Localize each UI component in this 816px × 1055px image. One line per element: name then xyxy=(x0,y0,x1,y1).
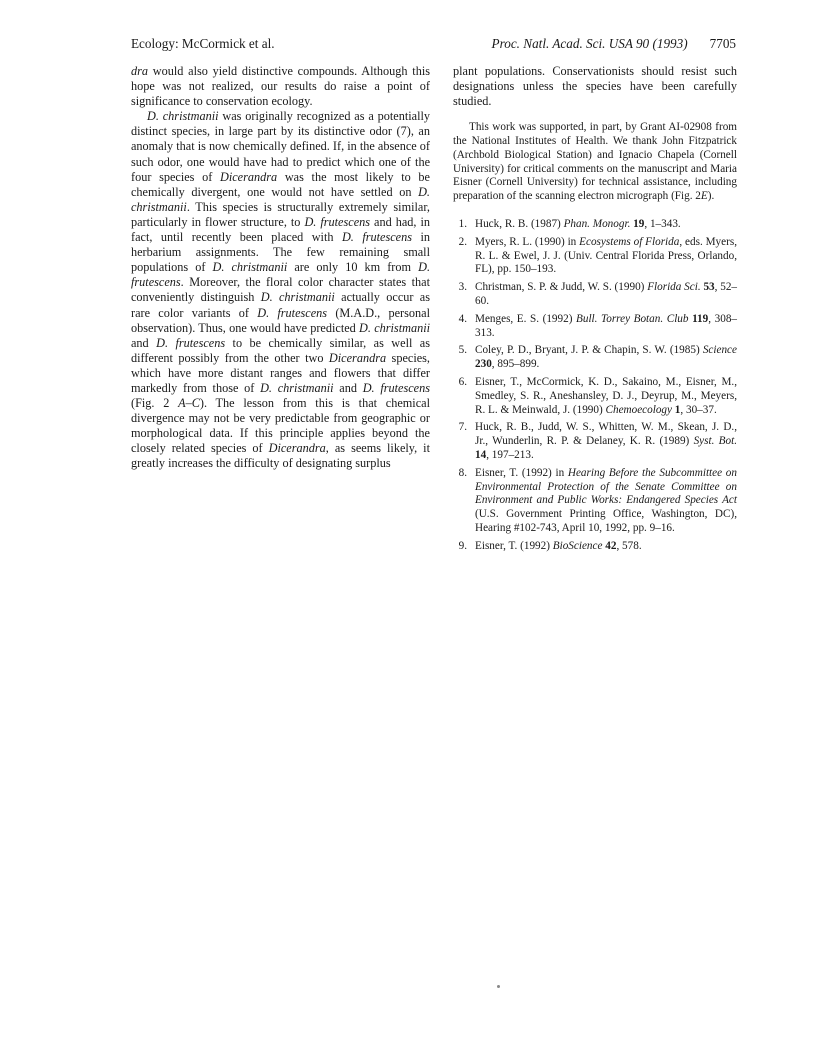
reference-pages: (U.S. Government Printing Office, Washington, DC), Hearing #102-743, April 10, 1992, pp. 9–16. xyxy=(475,508,737,534)
reference-number: 6. xyxy=(458,376,467,389)
reference-pages: , eds. Myers, R. L. & Ewel, J. J. (Univ. Central Florida Press, Orlando, FL), pp. 150–193. xyxy=(475,235,737,276)
page-number: 7705 xyxy=(709,36,736,51)
text-run: and had, in fact, until recently been placed with xyxy=(131,214,431,245)
reference-journal: Bull. Torrey Botan. Club xyxy=(576,312,689,325)
reference-journal: Florida Sci. xyxy=(647,281,701,294)
reference-pages: , 197–213. xyxy=(486,449,534,462)
italic-species: D. frutescens xyxy=(156,335,226,350)
acknowledgment xyxy=(453,121,737,204)
reference-pages: , 578. xyxy=(616,539,642,552)
reference-authors: Eisner, T. (1992) in xyxy=(475,466,568,479)
reference-number: 5. xyxy=(458,344,467,357)
journal-citation: Proc. Natl. Acad. Sci. USA 90 (1993) xyxy=(491,36,688,51)
reference-authors: Coley, P. D., Bryant, J. P. & Chapin, S. W. (1985) xyxy=(475,344,703,357)
paragraph-conclusion: plant populations. Conservationists should resist such designations unless the species have been carefully studied. xyxy=(453,64,737,109)
italic-species: D. christmanii xyxy=(147,109,219,124)
text-run: (Fig. 2 xyxy=(131,396,179,411)
reference-item xyxy=(453,344,737,372)
reference-number: 8. xyxy=(458,466,467,479)
reference-pages: , 1–343. xyxy=(644,218,681,231)
scan-speck xyxy=(497,985,500,988)
text-run: and xyxy=(333,380,363,395)
reference-number: 2. xyxy=(458,235,467,248)
text-run: actually occur as rare color variants of xyxy=(131,290,431,320)
reference-item xyxy=(453,467,737,536)
right-column xyxy=(453,64,737,558)
reference-pages: , 30–37. xyxy=(680,403,717,416)
reference-item xyxy=(453,236,737,277)
italic-species: D. christmanii xyxy=(212,260,288,275)
text-run: ). xyxy=(707,190,715,203)
reference-number: 3. xyxy=(458,281,467,294)
text-run: are only 10 km from xyxy=(287,260,419,275)
reference-journal: Science xyxy=(702,344,737,357)
running-head-section: Ecology: McCormick et al. xyxy=(131,36,275,51)
reference-authors: Christman, S. P. & Judd, W. S. (1990) xyxy=(475,281,648,294)
reference-item xyxy=(453,540,737,554)
reference-volume: 14 xyxy=(475,449,487,462)
reference-journal: BioScience xyxy=(552,539,603,552)
reference-pages: , 308–313. xyxy=(475,312,738,339)
text-run: was originally recognized as a potentially distinct species, in large part by its distinctive odor (7), an anomaly that is now chemically defined. If, in the absence of such odor, one would have had to predict which one of the four species of xyxy=(131,109,431,184)
italic-species: Dicerandra xyxy=(328,350,387,365)
reference-number: 4. xyxy=(458,312,467,325)
reference-item xyxy=(453,281,737,309)
reference-authors: Menges, E. S. (1992) xyxy=(475,312,577,325)
reference-authors: Eisner, T. (1992) xyxy=(475,539,553,552)
reference-item xyxy=(453,313,737,341)
reference-journal: Syst. Bot. xyxy=(693,435,737,448)
text-run: species, which have more distant ranges and flowers that differ markedly from those of xyxy=(131,350,430,395)
paragraph-christmanii xyxy=(131,109,430,471)
italic-species: Dicerandra xyxy=(268,441,326,456)
italic-species: dra xyxy=(131,64,149,78)
reference-pages: , 895–899. xyxy=(491,358,540,371)
reference-number: 7. xyxy=(458,421,467,434)
reference-volume: 53 xyxy=(700,281,715,294)
italic-species: D. frutescens xyxy=(131,260,431,290)
italic-species: D. frutescens xyxy=(304,214,371,229)
reference-number: 9. xyxy=(458,539,467,552)
reference-journal: Phan. Monogr. xyxy=(563,218,631,231)
paragraph-continuation xyxy=(131,64,430,109)
italic-species: D. frutescens xyxy=(341,230,412,245)
text-run: to be chemically similar, as well as different possibly from the other two xyxy=(131,335,430,365)
reference-item xyxy=(453,218,737,232)
text-run: . This species is structurally extremely similar, particularly in flower structure, to xyxy=(131,199,430,229)
text-run: (M.A.D., personal observation). Thus, one would have predicted xyxy=(131,305,430,335)
text-run: and xyxy=(131,335,157,350)
reference-item xyxy=(453,376,737,417)
text-run: , as seems likely, it greatly increases the difficulty of designating surplus xyxy=(131,441,430,471)
reference-authors: Eisner, T., McCormick, K. D., Sakaino, M., Eisner, M., Smedley, S. R., Aneshansley, D. J., Deyrup, M., Meyers, R. L. & Meinwald, J. (1990) xyxy=(475,376,737,416)
running-header xyxy=(131,36,736,54)
text-run: This work was supported, in part, by Grant AI-02908 from the National Institutes of Health. We thank John Fitzpatrick (Archbold Biological Station) and Ignacio Chapela (Cornell University) for critical comments on the manuscript and Maria Eisner (Cornell University) for technical assistance, including preparation of the scanning electron micrograph (Fig. 2 xyxy=(453,121,737,203)
left-column xyxy=(131,64,430,472)
italic-species: D. christmanii xyxy=(359,320,430,335)
italic-species: D. frutescens xyxy=(362,380,430,395)
reference-pages: , 52–60. xyxy=(475,281,737,308)
reference-volume: 42 xyxy=(602,539,617,552)
reference-volume: 230 xyxy=(475,358,492,371)
reference-journal: Hearing Before the Subcommittee on Environmental Protection of the Senate Committee on Environment and Public Works: Endangered Species Act xyxy=(475,466,737,507)
reference-volume: 19 xyxy=(630,218,645,231)
italic-species: Dicerandra xyxy=(219,169,278,184)
reference-authors: Huck, R. B. (1987) xyxy=(475,218,564,231)
italic-species: D. christmanii xyxy=(260,290,335,305)
italic-species: D. christmanii xyxy=(131,184,430,214)
text-run: was the most likely to be chemically divergent, one would not have settled on xyxy=(131,169,430,199)
reference-authors: Myers, R. L. (1990) in xyxy=(475,235,580,248)
text-run: . Moreover, the floral color character states that conveniently distinguish xyxy=(131,275,430,305)
reference-authors: Huck, R. B., Judd, W. S., Whitten, W. M., Skean, J. D., Jr., Wunderlin, R. P. & Delaney, K. R. (1989) xyxy=(475,421,737,448)
reference-journal: Ecosystems of Florida xyxy=(579,235,680,248)
running-head-citation xyxy=(492,36,736,52)
reference-volume: 1 xyxy=(672,403,681,416)
italic-figure-ref: E xyxy=(700,190,708,203)
text-run: would also yield distinctive compounds. Although this hope was not realized, our results do raise a point of significance to conservation ecology. xyxy=(131,64,430,109)
italic-species: D. christmanii xyxy=(260,380,334,395)
reference-journal: Chemoecology xyxy=(605,403,672,416)
reference-number: 1. xyxy=(458,218,467,231)
text-run: ). The lesson from this is that chemical divergence may not be very predictable from geographic or morphological data. If this principle applies beyond the closely related species of xyxy=(131,396,430,456)
reference-volume: 119 xyxy=(688,312,709,325)
reference-item xyxy=(453,421,737,462)
italic-figure-ref: A–C xyxy=(178,396,200,411)
italic-species: D. frutescens xyxy=(257,305,328,320)
reference-list xyxy=(453,218,737,554)
text-run: in herbarium assignments. The few remaining small populations of xyxy=(131,230,430,275)
